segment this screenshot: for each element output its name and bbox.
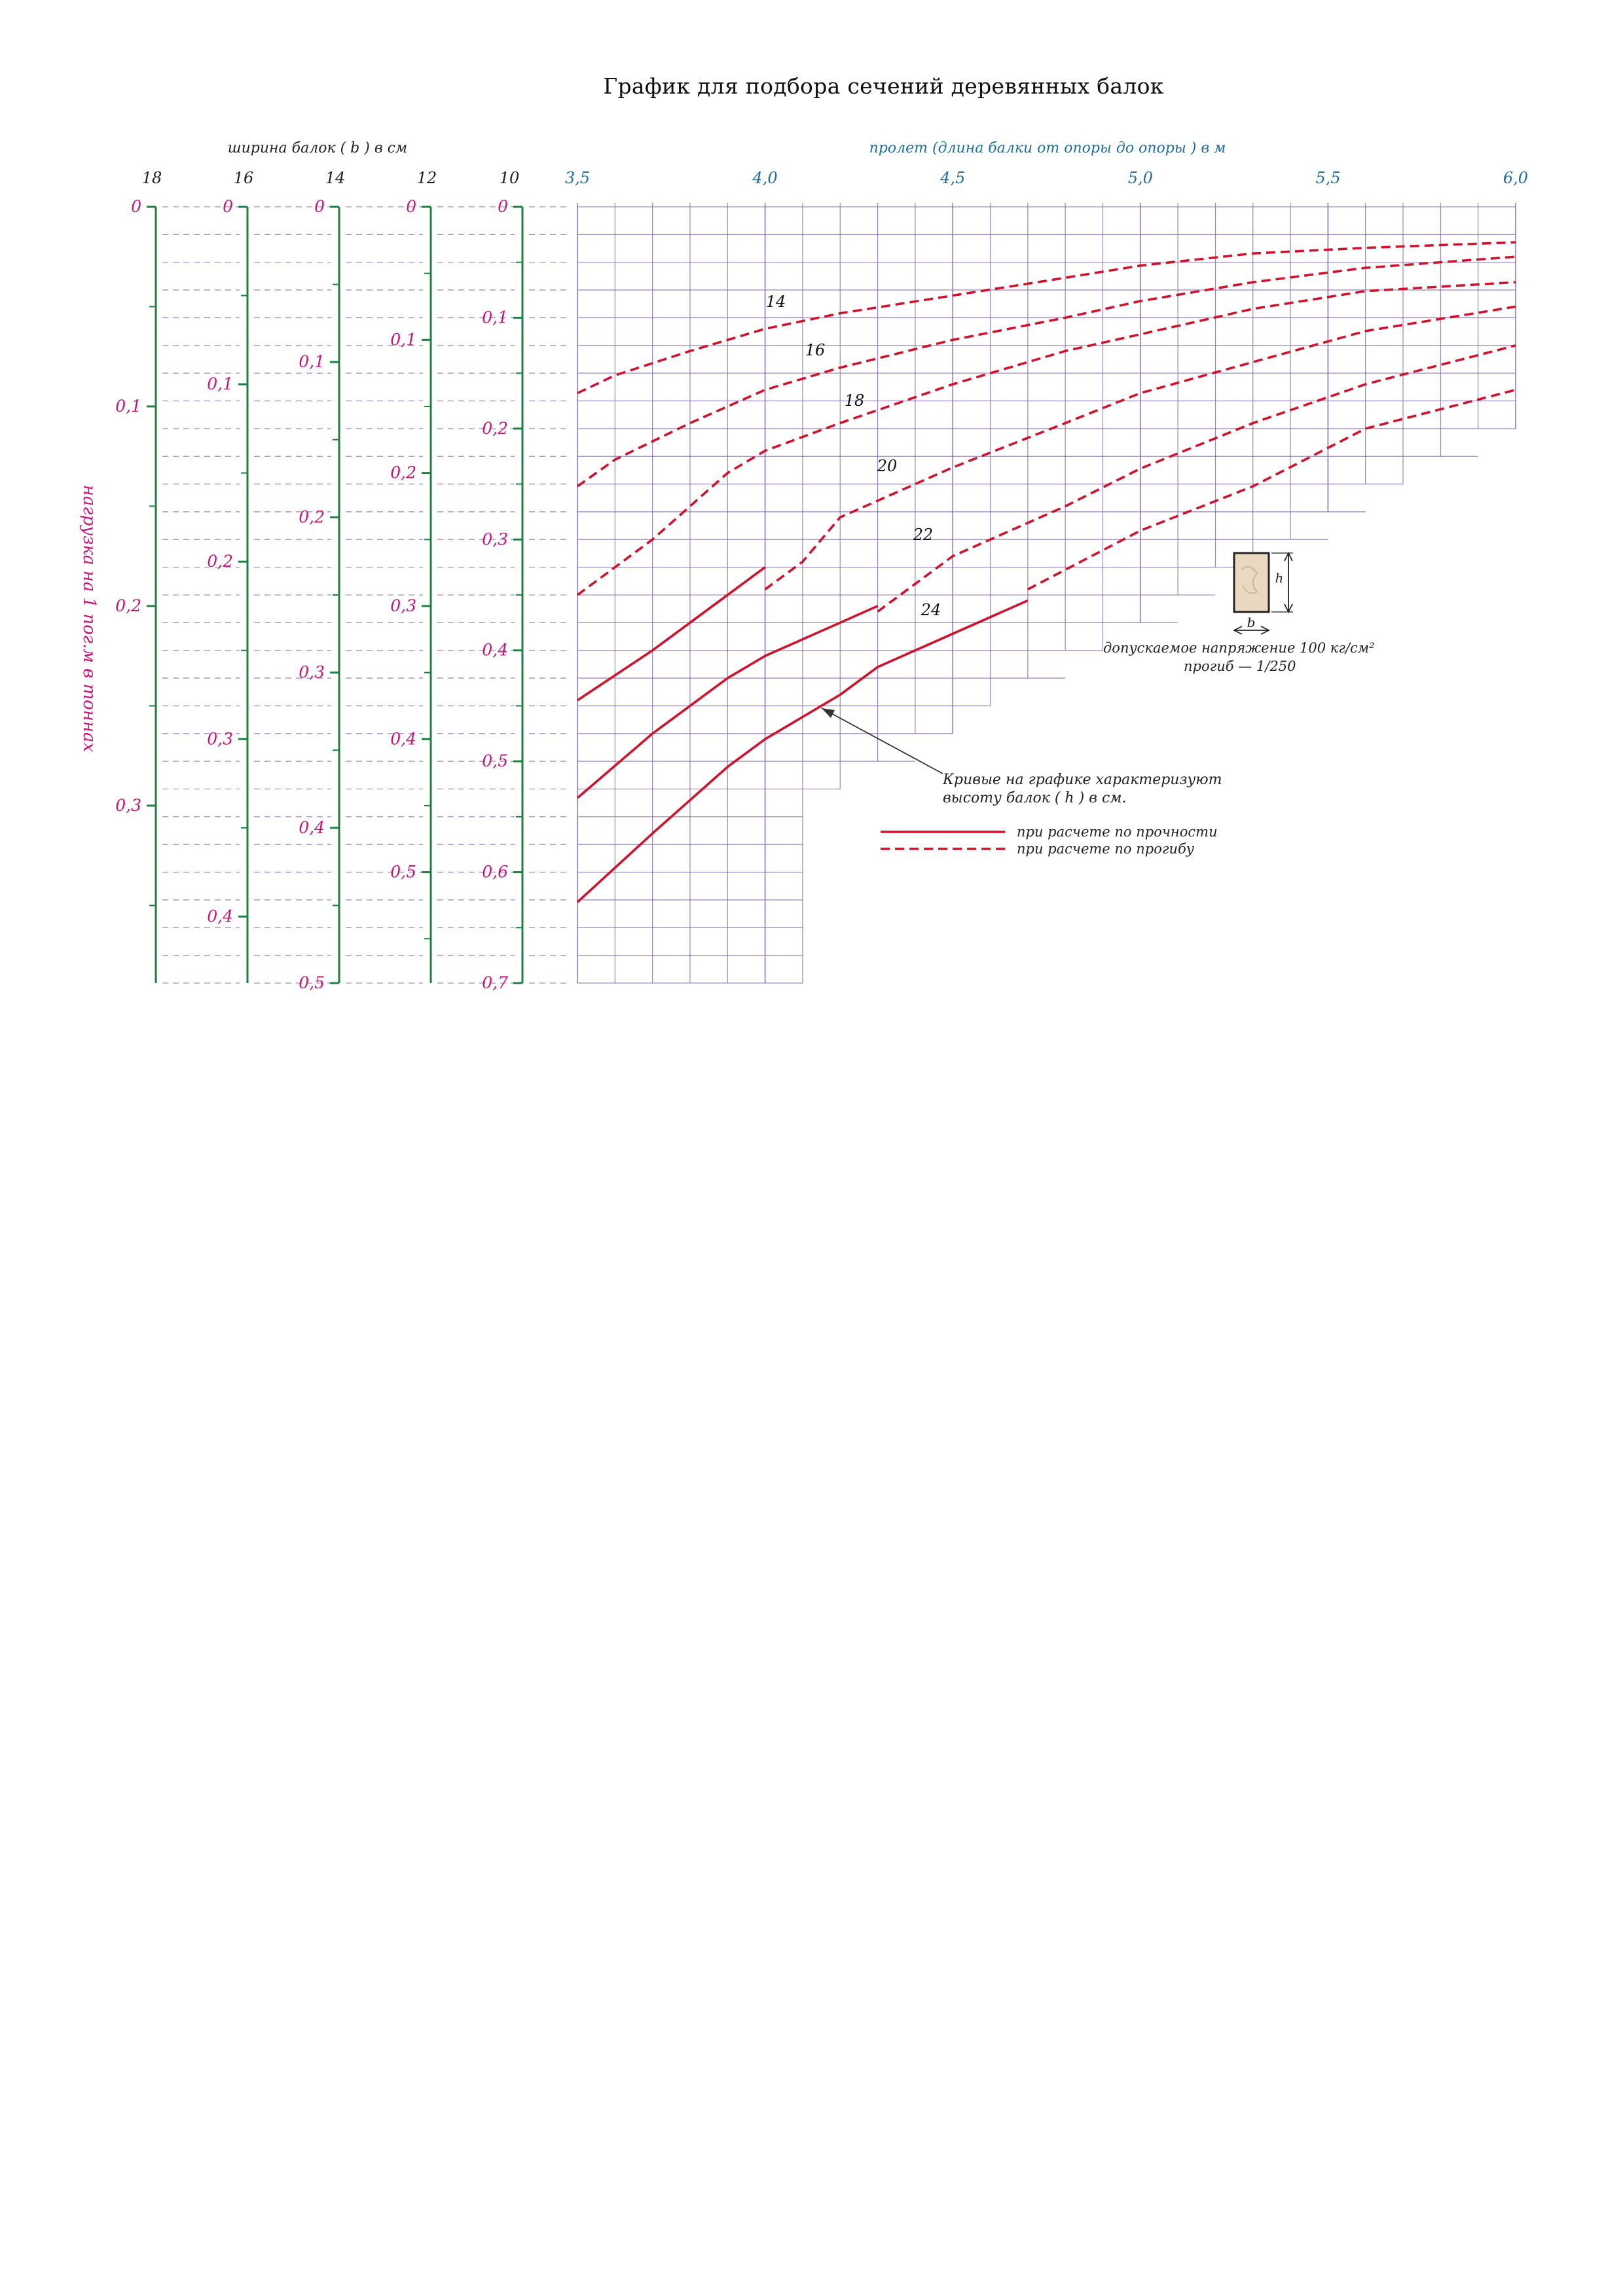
legend-solid-label: при расчете по прочности [1017, 824, 1218, 840]
x-tick-label: 4,5 [940, 169, 966, 187]
load-tick-label: 0,4 [390, 729, 416, 749]
load-tick-label: 0 [223, 197, 233, 216]
load-tick-label: 0,6 [482, 862, 508, 882]
beam-section-icon [1234, 553, 1269, 612]
width-axis-title: ширина балок ( b ) в см [227, 140, 408, 156]
load-tick-label: 0 [406, 197, 416, 216]
deflection-curve [878, 346, 1516, 612]
load-tick-label: 0,7 [482, 973, 508, 992]
curve-label: 24 [921, 601, 941, 619]
load-tick-label: 0,4 [207, 906, 233, 926]
width-label: 12 [416, 169, 437, 187]
note-line-1: Кривые на графике характеризуют [943, 772, 1222, 788]
width-label: 10 [499, 169, 520, 187]
load-tick-label: 0,2 [482, 418, 508, 438]
deflection-curve [1028, 390, 1516, 590]
load-tick-label: 0,5 [299, 973, 325, 992]
load-tick-label: 0 [314, 197, 325, 216]
stress-label: допускаемое напряжение 100 кг/см² [1103, 640, 1375, 656]
curve-label: 16 [805, 341, 826, 359]
x-axis-title: пролет (длина балки от опоры до опоры ) в м [869, 140, 1226, 156]
load-tick-label: 0,2 [299, 507, 325, 527]
load-tick-label: 0,2 [115, 596, 141, 615]
strength-curve [577, 567, 765, 700]
h-label: h [1275, 570, 1284, 586]
load-tick-label: 0 [131, 197, 141, 216]
note-line-2: высоту балок ( h ) в см. [943, 790, 1127, 806]
chart-labels [79, 140, 1528, 992]
page-title: График для подбора сечений деревянных балок [603, 73, 1164, 99]
deflection-label: прогиб — 1/250 [1184, 658, 1296, 674]
curve-label: 20 [877, 457, 898, 475]
y-axis-title: нагрузка на 1 пог.м в тоннах [79, 484, 99, 753]
curve-label: 14 [765, 293, 786, 311]
load-tick-label: 0,3 [482, 529, 508, 549]
annotation-arrowhead [822, 708, 835, 718]
width-label: 18 [141, 169, 162, 187]
curve-label: 22 [913, 526, 934, 544]
load-tick-label: 0,3 [207, 729, 233, 749]
load-tick-label: 0,3 [299, 662, 325, 682]
load-tick-label: 0,4 [299, 817, 325, 837]
load-tick-label: 0,4 [482, 640, 508, 660]
load-tick-label: 0,1 [207, 374, 233, 394]
deflection-curve [577, 282, 1516, 595]
x-tick-label: 4,0 [752, 169, 778, 187]
curve-label: 18 [844, 391, 865, 410]
x-tick-label: 5,0 [1127, 169, 1153, 187]
x-tick-label: 6,0 [1503, 169, 1529, 187]
load-tick-label: 0 [498, 197, 508, 216]
load-tick-label: 0,1 [482, 308, 508, 327]
load-tick-label: 0,1 [390, 330, 416, 350]
chart-grid [577, 203, 1516, 983]
load-tick-label: 0,2 [390, 463, 416, 482]
load-tick-label: 0,1 [115, 396, 141, 416]
load-tick-label: 0,1 [299, 352, 325, 372]
x-tick-label: 3,5 [564, 169, 591, 187]
load-tick-label: 0,3 [115, 795, 141, 815]
load-tick-label: 0,5 [482, 751, 508, 771]
load-tick-label: 0,5 [390, 862, 416, 882]
load-tick-label: 0,3 [390, 596, 416, 615]
width-label: 16 [233, 169, 254, 187]
legend-dashed-label: при расчете по прогибу [1017, 841, 1194, 857]
load-tick-label: 0,2 [207, 552, 233, 571]
b-label: b [1247, 615, 1256, 630]
width-label: 14 [325, 169, 346, 187]
x-tick-label: 5,5 [1315, 169, 1341, 187]
